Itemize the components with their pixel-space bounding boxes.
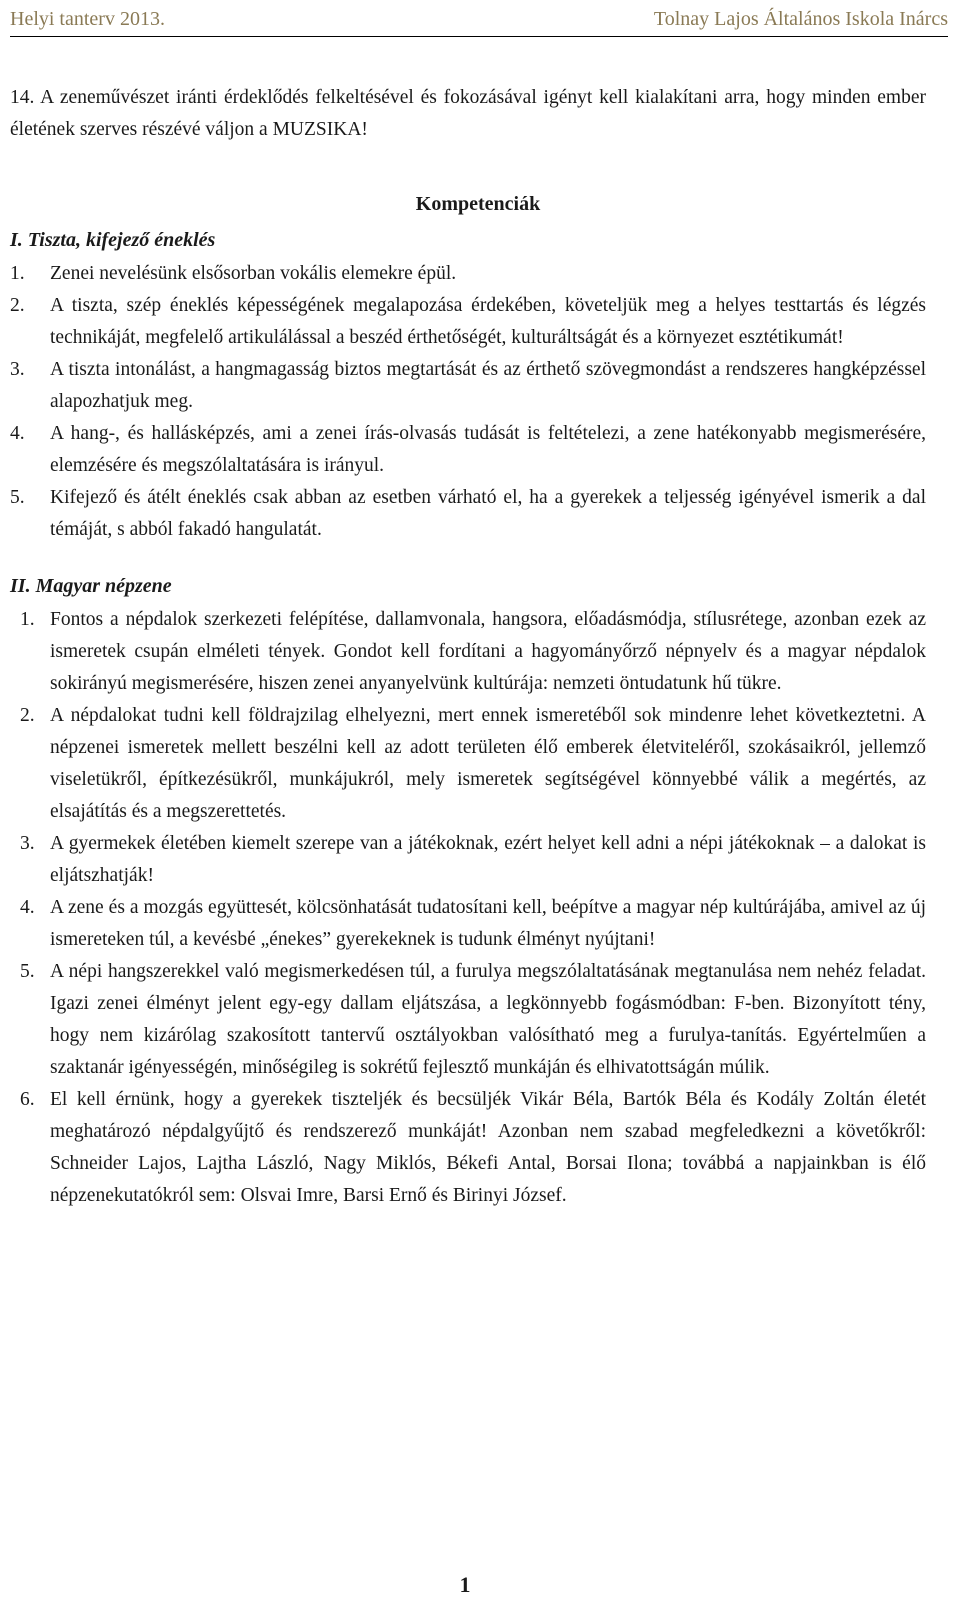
item-text: A zene és a mozgás együttesét, kölcsönhatását tudatosítani kell, beépítve a magyar nép kultúrájába, amivel az új ismereteken túl, a kevésbé „énekes” gyerekeknek is tudunk élményt nyújtani! xyxy=(50,897,926,950)
section-1-list xyxy=(10,258,926,546)
list-item xyxy=(10,418,926,482)
item-text: A népdalokat tudni kell földrajzilag elhelyezni, mert ennek ismeretéből sok mindenre lehet következtetni. A népzenei ismeretek mellett beszélni kell az adott területen élő emberek életviteléről, szokásaikról, jellemző viseletükről, építkezésükről, munkájukról, mely ismeretek segítségével könnyebbé válik a megértés, az elsajátítás és a megszerettetés. xyxy=(50,705,926,822)
list-item xyxy=(10,354,926,418)
item-text: A tiszta, szép éneklés képességének megalapozása érdekében, követeljük meg a helyes testtartás és légzés technikáját, megfelelő artikulálással a beszéd érthetőségét, kulturáltságát és a környezet esztétikumát! xyxy=(50,295,926,348)
page-number: 1 xyxy=(459,1572,471,1597)
item-number: 2. xyxy=(10,295,25,316)
list-item xyxy=(10,956,926,1084)
item-number: 4. xyxy=(20,897,35,918)
item-number: 4. xyxy=(10,423,25,444)
section-2-list xyxy=(10,604,926,1212)
item-text: Zenei nevelésünk elsősorban vokális elemekre épül. xyxy=(50,263,457,284)
item-number: 1. xyxy=(10,263,25,284)
kompetenciak-heading: Kompetenciák xyxy=(415,193,541,215)
item-text: El kell érnünk, hogy a gyerekek tiszteljék és becsüljék Vikár Béla, Bartók Béla és Kodály Zoltán életét meghatározó népdalgyűjtő és rendszerező munkáját! Azonban nem szabad megfeledkezni a követőkről: Schneider Lajos, Lajtha László, Nagy Miklós, Békefi Antal, Borsai Ilona; továbbá a napjainkban is élő népzenekutatókról sem: Olsvai Imre, Barsi Ernő és Birinyi József. xyxy=(50,1089,926,1206)
header-right: Tolnay Lajos Általános Iskola Inárcs xyxy=(653,8,948,30)
item-text: Kifejező és átélt éneklés csak abban az esetben várható el, ha a gyerekek a teljesség igényével ismerik a dal témáját, s abból fakadó hangulatát. xyxy=(50,487,926,540)
item-text: A hang-, és hallásképzés, ami a zenei írás-olvasás tudását is feltételezi, a zene hatékonyabb megismerésére, elemzésére és megszólaltatására is irányul. xyxy=(50,423,926,476)
document-body xyxy=(10,82,926,1212)
item-text: A népi hangszerekkel való megismerkedésen túl, a furulya megszólaltatásának megtanulása nem nehéz feladat. Igazi zenei élményt jelent egy-egy dallam eljátszása, a legkönnyebb fogásmódban: F-ben. Bizonyított tény, hogy nem kizárólag szakosított tantervű osztályokban valósítható meg a furulya-tanítás. Egyértelműen a szaktanár igényességén, minőségileg is sokrétű fejlesztő munkáján és elhivatottságán múlik. xyxy=(50,961,926,1078)
page-header xyxy=(10,6,948,37)
item-text: Fontos a népdalok szerkezeti felépítése, dallamvonala, hangsora, előadásmódja, stílusrétege, azonban ezek az ismeretek csupán elméleti tények. Gondot kell fordítani a hagyományőrző népnyelv és a magyar népdalok sokirányú megismerésére, hiszen zenei anyanyelvünk kultúrája: nemzeti öntudatunk hű tükre. xyxy=(50,609,926,694)
item-number: 1. xyxy=(20,609,35,630)
list-item xyxy=(10,482,926,546)
item-number: 3. xyxy=(10,359,25,380)
item-number: 2. xyxy=(20,705,35,726)
item-number: 5. xyxy=(20,961,35,982)
list-item xyxy=(10,892,926,956)
list-item xyxy=(10,604,926,700)
list-item xyxy=(10,1084,926,1212)
section-1-title: I. Tiszta, kifejező éneklés xyxy=(10,229,216,251)
intro-paragraph: 14. A zeneművészet iránti érdeklődés felkeltésével és fokozásával igényt kell kialakítani arra, hogy minden ember életének szerves részévé váljon a MUZSIKA! xyxy=(10,87,926,140)
list-item xyxy=(10,700,926,828)
item-number: 5. xyxy=(10,487,25,508)
header-left: Helyi tanterv 2013. xyxy=(10,8,165,30)
item-text: A gyermekek életében kiemelt szerepe van a játékoknak, ezért helyet kell adni a népi játékoknak – a dalokat is eljátszhatják! xyxy=(50,833,926,886)
list-item xyxy=(10,290,926,354)
item-number: 6. xyxy=(20,1089,35,1110)
section-2-title: II. Magyar népzene xyxy=(10,575,172,597)
list-item xyxy=(10,828,926,892)
item-text: A tiszta intonálást, a hangmagasság biztos megtartását és az érthető szövegmondást a rendszeres hangképzéssel alapozhatjuk meg. xyxy=(50,359,926,412)
list-item xyxy=(10,258,926,290)
item-number: 3. xyxy=(20,833,35,854)
